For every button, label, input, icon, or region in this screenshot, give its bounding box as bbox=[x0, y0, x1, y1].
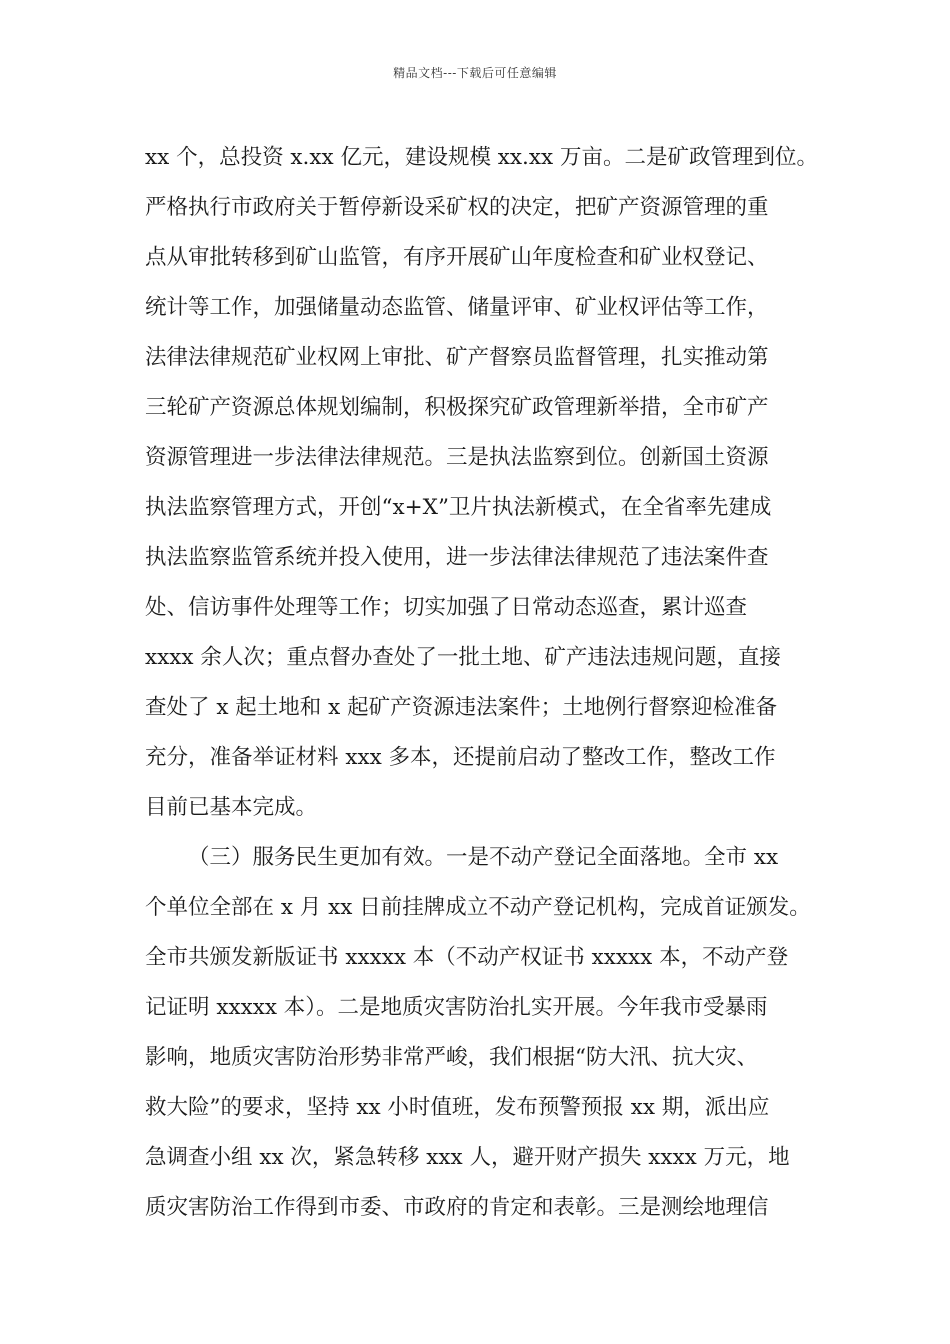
text-line: 执法监察监管系统并投入使用，进一步法律法律规范了违法案件查 bbox=[145, 545, 769, 570]
body-text bbox=[145, 133, 818, 1233]
text-line: 法律法律规范矿业权网上审批、矿产督察员监督管理，扎实推动第 bbox=[145, 345, 769, 370]
text-line: xxxx 余人次；重点督办查处了一批土地、矿产违法违规问题，直接 bbox=[145, 645, 781, 670]
text-line: 全市共颁发新版证书 xxxxx 本（不动产权证书 xxxxx 本，不动产登 bbox=[145, 945, 789, 970]
text-line: 严格执行市政府关于暂停新设采矿权的决定，把矿产资源管理的重 bbox=[145, 195, 769, 220]
text-line: 统计等工作，加强储量动态监管、储量评审、矿业权评估等工作， bbox=[145, 295, 769, 320]
text-line: 个单位全部在 x 月 xx 日前挂牌成立不动产登记机构，完成首证颁发。 bbox=[145, 895, 811, 920]
text-line: 记证明 xxxxx 本）。二是地质灾害防治扎实开展。今年我市受暴雨 bbox=[145, 995, 768, 1020]
text-line: 救大险”的要求，坚持 xx 小时值班，发布预警预报 xx 期，派出应 bbox=[145, 1095, 770, 1120]
text-line: 资源管理进一步法律法律规范。三是执法监察到位。创新国土资源 bbox=[145, 445, 769, 470]
text-line: 点从审批转移到矿山监管，有序开展矿山年度检查和矿业权登记、 bbox=[145, 245, 769, 270]
text-line: 影响，地质灾害防治形势非常严峻，我们根据“防大汛、抗大灾、 bbox=[145, 1045, 758, 1070]
page-header: 精品文档---下载后可任意编辑 bbox=[393, 66, 557, 80]
text-line: 充分，准备举证材料 xxx 多本，还提前启动了整改工作，整改工作 bbox=[145, 745, 776, 770]
text-line: 质灾害防治工作得到市委、市政府的肯定和表彰。三是测绘地理信 bbox=[145, 1195, 769, 1220]
text-line: 急调查小组 xx 次，紧急转移 xxx 人，避开财产损失 xxxx 万元，地 bbox=[145, 1145, 790, 1170]
text-line: 查处了 x 起土地和 x 起矿产资源违法案件；土地例行督察迎检准备 bbox=[145, 695, 778, 720]
text-line: 三轮矿产资源总体规划编制，积极探究矿政管理新举措，全市矿产 bbox=[145, 395, 769, 420]
section-heading-line: （三）服务民生更加有效。一是不动产登记全面落地。全市 xx bbox=[188, 845, 779, 870]
text-line: 处、信访事件处理等工作；切实加强了日常动态巡查，累计巡查 bbox=[145, 595, 748, 620]
text-line: 执法监察管理方式，开创“x+X”卫片执法新模式，在全省率先建成 bbox=[145, 495, 772, 520]
text-line: xx 个，总投资 x.xx 亿元，建设规模 xx.xx 万亩。二是矿政管理到位。 bbox=[145, 145, 818, 170]
text-line: 目前已基本完成。 bbox=[145, 795, 318, 820]
